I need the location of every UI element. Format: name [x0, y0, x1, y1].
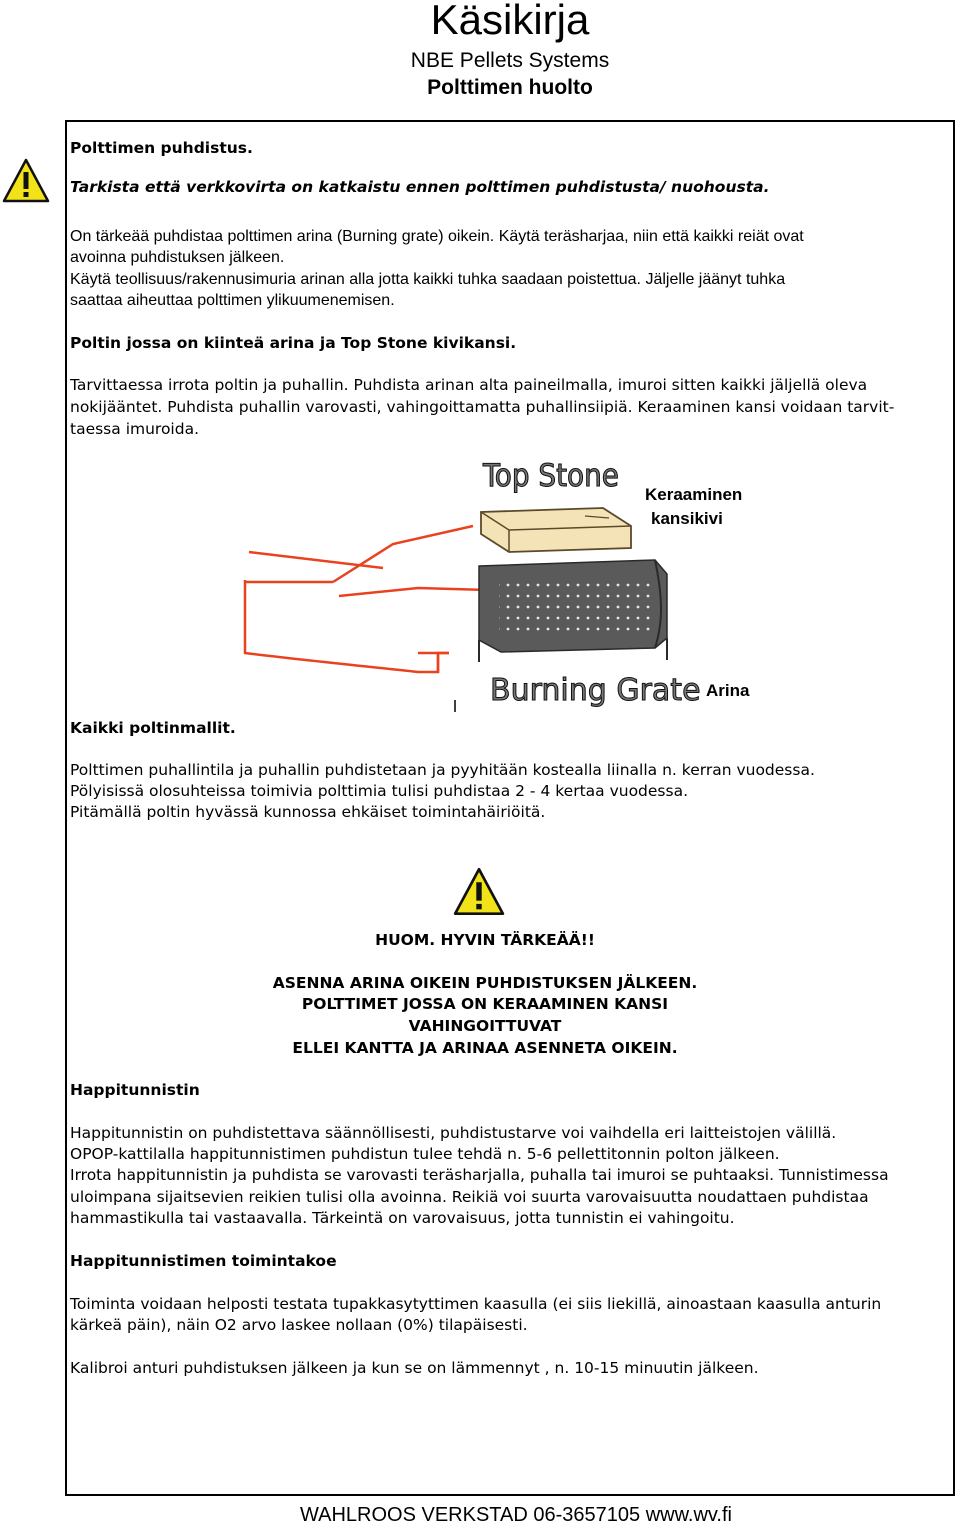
ceramic-cover-label: Keraaminen — [645, 485, 743, 504]
warning-icon — [2, 157, 50, 205]
sensor-line: Happitunnistin on puhdistettava säännöllisesti, puhdistustarve voi vaihdella eri laitteistojen välillä. — [70, 1124, 837, 1142]
warning-icon — [453, 866, 505, 918]
grate-label: Arina — [706, 681, 750, 700]
cleaning-heading: Polttimen puhdistus. — [70, 139, 253, 157]
sensor-line: hammastikulla tai vastaavalla. Tärkeintä on varovaisuus, jotta tunnistin ei vahingoitu. — [70, 1209, 735, 1227]
all-models-line: Polttimen puhallintila ja puhallin puhdistetaan ja pyyhitään kostealla liinalla n. kerran vuodessa. — [70, 761, 815, 779]
fixed-grate-line: nokijääntet. Puhdista puhallin varovasti, vahingoittamatta puhallinsiipiä. Keraaminen kansi voidaan tarvit- — [70, 398, 895, 416]
fixed-grate-heading: Poltin jossa on kiinteä arina ja Top Stone kivikansi. — [70, 334, 517, 352]
all-models-heading: Kaikki poltinmallit. — [70, 719, 236, 737]
all-models-line: Pitämällä poltin hyvässä kunnossa ehkäiset toimintahäiriöitä. — [70, 803, 546, 821]
cleaning-text-line: saattaa aiheuttaa polttimen ylikuumenemisen. — [70, 292, 395, 309]
manual-title: Käsikirja — [430, 0, 590, 43]
burner-outline — [249, 552, 383, 568]
top-stone-label: Top Stone — [483, 458, 619, 494]
burning-grate-label: Burning Grate — [490, 673, 701, 708]
all-models-line: Pölyisissä olosuhteissa toimivia polttimia tulisi puhdistaa 2 - 4 kertaa vuodessa. — [70, 782, 689, 800]
sensor-line: OPOP-kattilalla happitunnistimen puhdistun tulee tehdä n. 5-6 pellettitonnin polton jälkeen. — [70, 1145, 780, 1163]
notice-line: VAHINGOITTUVAT — [408, 1017, 562, 1035]
power-off-warning: Tarkista että verkkovirta on katkaistu ennen polttimen puhdistusta/ nuohousta. — [70, 178, 770, 196]
top-stone-shape — [481, 508, 631, 552]
sensor-line: Irrota happitunnistin ja puhdista se varovasti teräsharjalla, puhalla tai imuroi se puhtaaksi. Tunnistimessa — [70, 1166, 889, 1184]
notice-line: ASENNA ARINA OIKEIN PUHDISTUKSEN JÄLKEEN. — [272, 974, 698, 992]
sensor-heading: Happitunnistin — [70, 1081, 200, 1099]
manual-subtitle: NBE Pellets Systems — [410, 49, 610, 72]
footer-contact: WAHLROOS VERKSTAD 06-3657105 www.wv.fi — [300, 1504, 732, 1526]
notice-line: ELLEI KANTTA JA ARINAA ASENNETA OIKEIN. — [292, 1039, 678, 1057]
sensor-function-line: kärkeä päin), näin O2 arvo laskee nollaan (0%) tilapäisesti. — [70, 1316, 528, 1334]
fixed-grate-line: taessa imuroida. — [70, 420, 200, 438]
sensor-line: uloimpana sijaitsevien reikien tulisi olla avoinna. Reikiä voi suurta varovaisuutta noudattaen puhdistaa — [70, 1188, 869, 1206]
sensor-function-heading: Happitunnistimen toimintakoe — [70, 1252, 337, 1270]
sensor-function-line: Toiminta voidaan helposti testata tupakkasytyttimen kaasulla (ei siis liekillä, ainoastaan kaasulla anturin — [70, 1295, 882, 1313]
fixed-grate-line: Tarvittaessa irrota poltin ja puhallin. Puhdista arinan alta paineilmalla, imuroi sitten kaikki jäljellä oleva — [70, 376, 868, 394]
burner-diagram — [243, 448, 703, 713]
calibration-note: Kalibroi anturi puhdistuksen jälkeen ja kun se on lämmennyt , n. 10-15 minuutin jälkeen. — [70, 1359, 759, 1377]
section-title: Polttimen huolto — [427, 76, 593, 99]
cleaning-text-line: On tärkeää puhdistaa polttimen arina (Burning grate) oikein. Käytä teräsharjaa, niin että kaikki reiät ovat — [70, 228, 804, 245]
burner-outline — [245, 580, 449, 672]
notice-line: POLTTIMET JOSSA ON KERAAMINEN KANSI — [301, 995, 669, 1013]
burner-outline — [339, 588, 488, 596]
ceramic-cover-label: kansikivi — [651, 509, 723, 528]
burning-grate-shape — [499, 576, 651, 638]
burner-outline — [333, 526, 473, 582]
cleaning-text-line: Käytä teollisuus/rakennusimuria arinan alla jotta kaikki tuhka saadaan poistettua. Jäljelle jäänyt tuhka — [70, 271, 786, 288]
cleaning-text-line: avoinna puhdistuksen jälkeen. — [70, 249, 285, 266]
notice-title: HUOM. HYVIN TÄRKEÄÄ!! — [375, 931, 595, 949]
